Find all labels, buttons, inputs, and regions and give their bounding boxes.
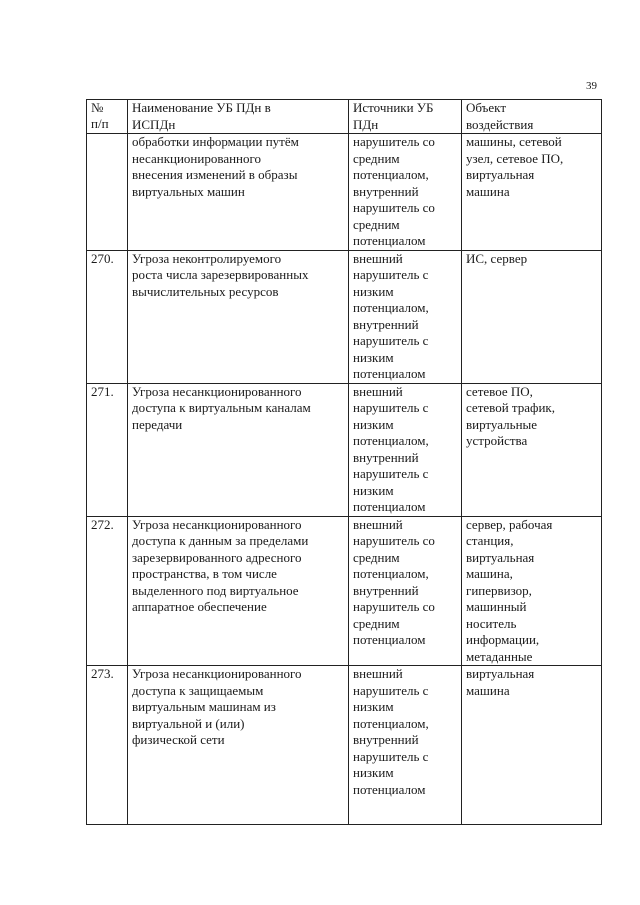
row-object: машины, сетевой узел, сетевое ПО, виртуальная машина (462, 134, 602, 251)
row-sources: внешний нарушитель с низким потенциалом, внутренний нарушитель с низким потенциалом (349, 383, 462, 516)
row-sources: внешний нарушитель с низким потенциалом, внутренний нарушитель с низким потенциалом (349, 666, 462, 825)
row-object: сервер, рабочая станция, виртуальная машина, гипервизор, машинный носитель информации, метаданные (462, 516, 602, 666)
row-sources: внешний нарушитель со средним потенциалом, внутренний нарушитель со средним потенциалом (349, 516, 462, 666)
row-threat-name: Угроза неконтролируемого роста числа зарезервированных вычислительных ресурсов (128, 250, 349, 383)
table-header-row (87, 100, 602, 134)
row-object: виртуальная машина (462, 666, 602, 825)
header-number: № п/п (87, 100, 128, 134)
row-number: 271. (87, 383, 128, 516)
row-number: 270. (87, 250, 128, 383)
row-threat-name: Угроза несанкционированного доступа к виртуальным каналам передачи (128, 383, 349, 516)
row-number: 273. (87, 666, 128, 825)
row-number (87, 134, 128, 251)
row-object: сетевое ПО, сетевой трафик, виртуальные устройства (462, 383, 602, 516)
row-threat-name: Угроза несанкционированного доступа к защищаемым виртуальным машинам из виртуальной и (или) физической сети (128, 666, 349, 825)
table-row (87, 134, 602, 251)
row-threat-name: обработки информации путём несанкционированного внесения изменений в образы виртуальных машин (128, 134, 349, 251)
table-row (87, 383, 602, 516)
row-threat-name: Угроза несанкционированного доступа к данным за пределами зарезервированного адресного пространства, в том числе выделенного под виртуальное аппаратное обеспечение (128, 516, 349, 666)
table-row (87, 250, 602, 383)
header-sources: Источники УБ ПДн (349, 100, 462, 134)
row-sources: внешний нарушитель с низким потенциалом, внутренний нарушитель с низким потенциалом (349, 250, 462, 383)
row-sources: нарушитель со средним потенциалом, внутренний нарушитель со средним потенциалом (349, 134, 462, 251)
header-object: Объект воздействия (462, 100, 602, 134)
page-number: 39 (586, 80, 597, 92)
table-row (87, 516, 602, 666)
header-threat-name: Наименование УБ ПДн в ИСПДн (128, 100, 349, 134)
row-object: ИС, сервер (462, 250, 602, 383)
row-number: 272. (87, 516, 128, 666)
threats-table (86, 99, 602, 825)
table-row (87, 666, 602, 825)
